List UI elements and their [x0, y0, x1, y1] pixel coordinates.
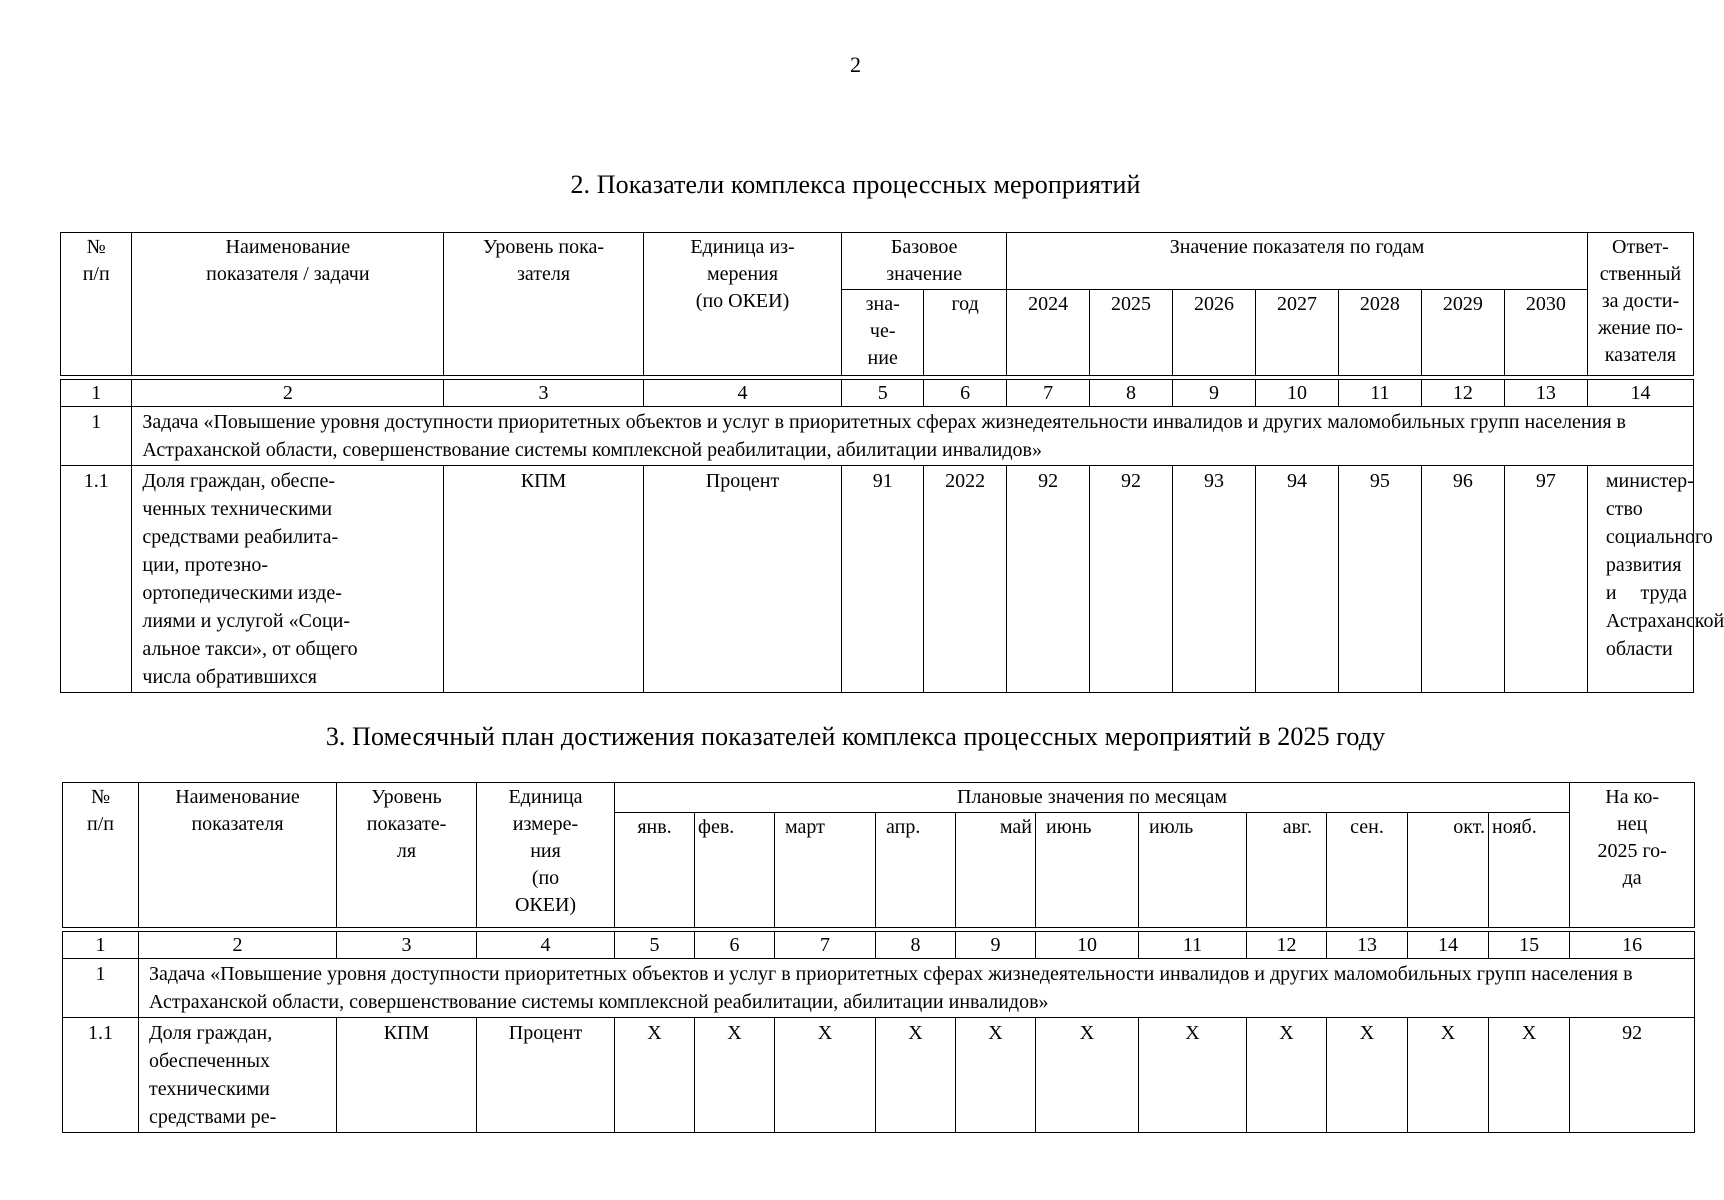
column-number: 3 [337, 932, 477, 959]
header-year-2030: 2030 [1504, 290, 1587, 376]
task-text: Задача «Повышение уровня доступности приоритетных объектов и услуг в приоритетных сферах жизнедеятельности инвалидов и других маломобильных групп населения в Астраханской области, совершенствование системы комплексной реабилитации, абилитации инвалидов» [132, 407, 1694, 466]
indicator-name: Доля граждан, обеспе- ченных техническими средствами реабилита- ции, протезно- ортопедическими изде- лиями и услугой «Соци- альное такси», от общего числа обратившихся [132, 466, 444, 693]
indicators-table [60, 232, 1724, 693]
indicator-num: 1.1 [63, 1018, 139, 1133]
column-number: 14 [1408, 932, 1489, 959]
section-2-title: 2. Показатели комплекса процессных мероприятий [570, 170, 1141, 199]
column-number: 4 [477, 932, 615, 959]
month-value-nov: X [1489, 1018, 1570, 1133]
indicator-row [63, 1018, 1695, 1133]
column-number: 15 [1489, 932, 1570, 959]
indicator-responsible: министер-ство социального развития и труда Астраханской области [1587, 466, 1693, 693]
column-number: 1 [63, 932, 139, 959]
column-number: 10 [1036, 932, 1139, 959]
month-value-aug: X [1247, 1018, 1327, 1133]
indicator-base-value: 91 [842, 466, 924, 693]
month-value-jun: X [1036, 1018, 1139, 1133]
column-number: 3 [444, 380, 644, 407]
header-month-oct: окт. [1408, 813, 1489, 928]
header-year-2027: 2027 [1255, 290, 1338, 376]
header-num: № п/п [61, 233, 132, 376]
header-month-feb: фев. [695, 813, 775, 928]
month-value-sep: X [1327, 1018, 1408, 1133]
month-value-oct: X [1408, 1018, 1489, 1133]
header-month-mar: март [775, 813, 876, 928]
header-month-sep: сен. [1327, 813, 1408, 928]
column-number: 9 [1173, 380, 1256, 407]
header-month-jan: янв. [615, 813, 695, 928]
page-number: 2 [850, 52, 861, 77]
column-number: 4 [643, 380, 841, 407]
task-row [63, 959, 1695, 1018]
indicator-value-2028: 95 [1338, 466, 1421, 693]
header-unit: Единица измере- ния (по ОКЕИ) [477, 783, 615, 928]
column-number: 11 [1139, 932, 1247, 959]
month-value-apr: X [876, 1018, 956, 1133]
column-number: 5 [842, 380, 924, 407]
column-number: 16 [1570, 932, 1695, 959]
column-number: 12 [1247, 932, 1327, 959]
header-year-end: На ко- нец 2025 го- да [1570, 783, 1695, 928]
month-value-jan: X [615, 1018, 695, 1133]
header-months-group: Плановые значения по месяцам [615, 783, 1570, 813]
indicator-value-2027: 94 [1255, 466, 1338, 693]
column-number: 7 [1007, 380, 1090, 407]
indicator-level: КПМ [444, 466, 644, 693]
column-number: 2 [139, 932, 337, 959]
column-number: 9 [956, 932, 1036, 959]
column-number: 7 [775, 932, 876, 959]
month-value-may: X [956, 1018, 1036, 1133]
header-month-nov: нояб. [1489, 813, 1570, 928]
header-name: Наименование показателя / задачи [132, 233, 444, 376]
task-text: Задача «Повышение уровня доступности приоритетных объектов и услуг в приоритетных сферах жизнедеятельности инвалидов и других маломобильных групп населения в Астраханской области, совершенствование системы комплексной реабилитации, абилитации инвалидов» [139, 959, 1695, 1018]
header-month-jun: июнь [1036, 813, 1139, 928]
header-unit: Единица из- мерения (по ОКЕИ) [643, 233, 841, 376]
column-number: 8 [1090, 380, 1173, 407]
header-year-2029: 2029 [1421, 290, 1504, 376]
column-number: 13 [1504, 380, 1587, 407]
indicator-value-2030: 97 [1504, 466, 1587, 693]
header-base-value: зна- че- ние [842, 290, 924, 376]
column-number: 13 [1327, 932, 1408, 959]
month-value-mar: X [775, 1018, 876, 1133]
section-3-title: 3. Помесячный план достижения показателей комплекса процессных мероприятий в 2025 году [325, 722, 1386, 751]
column-number: 2 [132, 380, 444, 407]
indicator-year-end: 92 [1570, 1018, 1695, 1133]
header-month-may: май [956, 813, 1036, 928]
column-number: 5 [615, 932, 695, 959]
header-month-jul: июль [1139, 813, 1247, 928]
column-number: 1 [61, 380, 132, 407]
column-number: 14 [1587, 380, 1693, 407]
header-month-aug: авг. [1247, 813, 1327, 928]
month-value-jul: X [1139, 1018, 1247, 1133]
header-year-2028: 2028 [1338, 290, 1421, 376]
indicator-unit: Процент [477, 1018, 615, 1133]
task-num: 1 [63, 959, 139, 1018]
column-number: 11 [1338, 380, 1421, 407]
header-month-apr: апр. [876, 813, 956, 928]
indicator-num: 1.1 [61, 466, 132, 693]
task-num: 1 [61, 407, 132, 466]
column-numbers-row [63, 932, 1695, 959]
column-number: 10 [1255, 380, 1338, 407]
indicator-level: КПМ [337, 1018, 477, 1133]
header-year-2026: 2026 [1173, 290, 1256, 376]
indicator-name: Доля граждан, обеспеченных техническими средствами ре- [139, 1018, 337, 1133]
task-row [61, 407, 1694, 466]
header-year-2025: 2025 [1090, 290, 1173, 376]
header-years-group: Значение показателя по годам [1007, 233, 1588, 290]
indicator-value-2025: 92 [1090, 466, 1173, 693]
header-responsible: Ответ- ственный за дости- жение по- казателя [1587, 233, 1693, 376]
column-number: 12 [1421, 380, 1504, 407]
header-name: Наименование показателя [139, 783, 337, 928]
indicator-value-2026: 93 [1173, 466, 1256, 693]
column-number: 8 [876, 932, 956, 959]
indicator-value-2024: 92 [1007, 466, 1090, 693]
header-num: № п/п [63, 783, 139, 928]
column-number: 6 [924, 380, 1007, 407]
monthly-plan-table [62, 782, 1695, 1133]
indicator-unit: Процент [643, 466, 841, 693]
header-level: Уровень показате- ля [337, 783, 477, 928]
header-level: Уровень пока- зателя [444, 233, 644, 376]
indicator-base-year: 2022 [924, 466, 1007, 693]
header-base: Базовое значение [842, 233, 1007, 290]
month-value-feb: X [695, 1018, 775, 1133]
header-base-year: год [924, 290, 1007, 376]
indicator-row [61, 466, 1694, 693]
column-number: 6 [695, 932, 775, 959]
column-numbers-row [61, 380, 1694, 407]
indicator-value-2029: 96 [1421, 466, 1504, 693]
header-year-2024: 2024 [1007, 290, 1090, 376]
